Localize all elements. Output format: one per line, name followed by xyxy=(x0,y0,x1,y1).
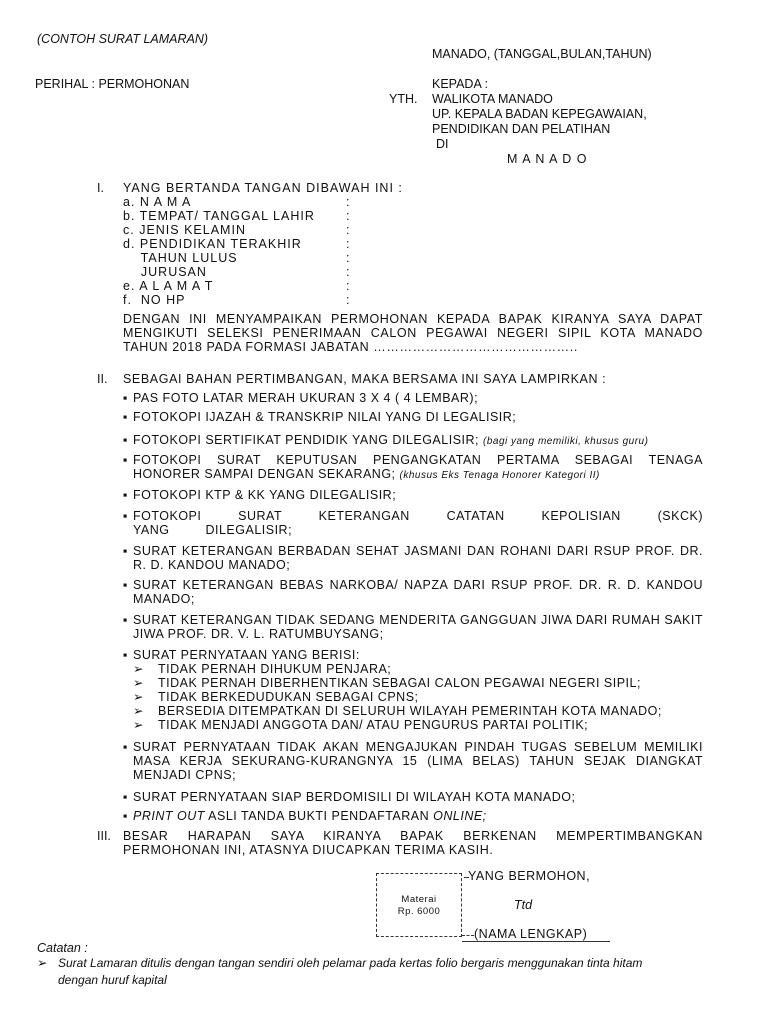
list-item-text: ASLI TANDA BUKTI PENDAFTARAN xyxy=(208,809,430,823)
field-pendidikan: d. PENDIDIKAN TERAKHIR xyxy=(123,237,302,251)
online-label: ONLINE; xyxy=(433,809,487,823)
note-honorer: (khusus Eks Tenaga Honorer Kategori II) xyxy=(399,470,600,481)
bullet-icon: ▪ xyxy=(123,544,128,558)
list-item xyxy=(123,453,703,483)
arrow-icon: ➢ xyxy=(133,676,144,690)
bullet-icon: ▪ xyxy=(123,453,128,467)
list-item xyxy=(123,544,703,572)
section-2-number: II. xyxy=(97,372,108,386)
recipient-line-2: UP. KEPALA BADAN KEPEGAWAIAN, xyxy=(432,107,647,121)
print-out-label: PRINT OUT xyxy=(133,809,205,823)
field-colon: : xyxy=(346,223,350,237)
list-item xyxy=(123,433,703,449)
recipient-line-3: PENDIDIKAN DAN PELATIHAN xyxy=(432,122,611,136)
list-item xyxy=(123,410,703,424)
notes-text-2: dengan huruf kapital xyxy=(58,973,167,987)
note-guru: (bagi yang memiliki, khusus guru) xyxy=(482,436,649,447)
field-colon: : xyxy=(346,293,350,307)
sub-list-item xyxy=(133,704,662,718)
sub-list-item xyxy=(133,718,588,732)
signature-underline xyxy=(462,941,610,942)
recipient-di: DI xyxy=(436,137,449,151)
list-item xyxy=(123,809,703,823)
list-item xyxy=(123,488,703,502)
bullet-icon: ▪ xyxy=(123,433,128,447)
field-jurusan: JURUSAN xyxy=(123,265,207,279)
sub-list-item-text: BERSEDIA DITEMPATKAN DI SELURUH WILAYAH PEMERINTAH KOTA MANADO; xyxy=(158,704,662,718)
field-colon: : xyxy=(346,195,350,209)
example-label: (CONTOH SURAT LAMARAN) xyxy=(37,32,209,46)
sub-list-item xyxy=(133,676,641,690)
list-item xyxy=(123,509,703,537)
place-date: MANADO, (TANGGAL,BULAN,TAHUN) xyxy=(432,47,652,61)
closing-text: YANG BERMOHON, xyxy=(468,869,591,883)
recipient-line-1: WALIKOTA MANADO xyxy=(432,92,553,106)
field-tahun-lulus: TAHUN LULUS xyxy=(123,251,238,265)
sub-list-item-text: TIDAK BERKEDUDUKAN SEBAGAI CPNS; xyxy=(158,690,419,704)
bullet-icon: ▪ xyxy=(123,391,128,405)
list-item-text: FOTOKOPI SERTIFIKAT PENDIDIK YANG DILEGALISIR; xyxy=(133,433,479,447)
list-item-text: SURAT PERNYATAAN TIDAK AKAN MENGAJUKAN PINDAH TUGAS SEBELUM MEMILIKI MASA KERJA SEKURANG-KURANGNYA 15 (LIMA BELAS) TAHUN SEJAK DIANGKAT MENJADI CPNS; xyxy=(133,740,703,782)
bullet-icon: ▪ xyxy=(123,488,128,502)
sub-list-item-text: TIDAK MENJADI ANGGOTA DAN/ ATAU PENGURUS PARTAI POLITIK; xyxy=(158,718,589,732)
field-alamat: e. A L A M A T xyxy=(123,279,214,293)
section-3-paragraph: BESAR HARAPAN SAYA KIRANYA BAPAK BERKENAN MEMPERTIMBANGKAN PERMOHONAN INI, ATASNYA DIUCAPKAN TERIMA KASIH. xyxy=(123,829,703,857)
bullet-icon: ▪ xyxy=(123,790,128,804)
list-item-text: PAS FOTO LATAR MERAH UKURAN 3 X 4 ( 4 LEMBAR); xyxy=(133,391,479,405)
ttd-text: Ttd xyxy=(514,898,533,912)
sub-list-item xyxy=(133,662,391,676)
section-1-number: I. xyxy=(97,181,104,195)
field-colon: : xyxy=(346,251,350,265)
list-item xyxy=(123,740,703,782)
section-1-paragraph: DENGAN INI MENYAMPAIKAN PERMOHONAN KEPADA BAPAK KIRANYA SAYA DAPAT MENGIKUTI SELEKSI PENERIMAAN CALON PEGAWAI NEGERI SIPIL KOTA MANADO TAHUN 2018 PADA FORMASI JABATAN ……………………………………….. xyxy=(123,312,703,354)
sub-list-item-text: TIDAK PERNAH DIBERHENTIKAN SEBAGAI CALON PEGAWAI NEGERI SIPIL; xyxy=(158,676,641,690)
field-colon: : xyxy=(346,237,350,251)
list-item-text: SURAT KETERANGAN BEBAS NARKOBA/ NAPZA DARI RSUP PROF. DR. R. D. KANDOU MANADO; xyxy=(133,578,703,606)
subject-line: PERIHAL : PERMOHONAN xyxy=(35,77,190,91)
list-item xyxy=(123,613,703,641)
arrow-icon: ➢ xyxy=(133,662,144,676)
list-item-text: SURAT PERNYATAAN YANG BERISI: xyxy=(133,648,360,662)
list-item-text: SURAT KETERANGAN TIDAK SEDANG MENDERITA GANGGUAN JIWA DARI RUMAH SAKIT JIWA PROF. DR. V. L. RATUMBUYSANG; xyxy=(133,613,703,641)
bullet-icon: ▪ xyxy=(123,648,128,662)
list-item-text: FOTOKOPI SURAT KETERANGAN CATATAN KEPOLISIAN (SKCK) YANG DILEGALISIR; xyxy=(133,509,703,537)
bullet-icon: ▪ xyxy=(123,410,128,424)
notes-arrow-icon: ➢ xyxy=(37,956,48,970)
signature-dash-left xyxy=(462,935,474,936)
bullet-icon: ▪ xyxy=(123,578,128,592)
stamp-box xyxy=(376,873,462,937)
field-colon: : xyxy=(346,265,350,279)
field-colon: : xyxy=(346,209,350,223)
yth-label: YTH. xyxy=(389,92,418,106)
bullet-icon: ▪ xyxy=(123,613,128,627)
arrow-icon: ➢ xyxy=(133,690,144,704)
sub-list-item xyxy=(133,690,419,704)
bullet-icon: ▪ xyxy=(123,809,128,823)
list-item-text: SURAT KETERANGAN BERBADAN SEHAT JASMANI DAN ROHANI DARI RSUP PROF. DR. R. D. KANDOU MANADO; xyxy=(133,544,703,572)
field-colon: : xyxy=(346,279,350,293)
stamp-line-2: Rp. 6000 xyxy=(397,906,441,917)
list-item-text: SURAT PERNYATAAN SIAP BERDOMISILI DI WILAYAH KOTA MANADO; xyxy=(133,790,576,804)
field-jenis-kelamin: c. JENIS KELAMIN xyxy=(123,223,246,237)
bullet-icon: ▪ xyxy=(123,740,128,754)
list-item xyxy=(123,648,703,662)
arrow-icon: ➢ xyxy=(133,718,144,732)
stamp-line-1: Materai xyxy=(401,894,437,905)
notes-label: Catatan : xyxy=(37,941,88,955)
name-text: (NAMA LENGKAP) xyxy=(474,927,588,941)
section-1-title: YANG BERTANDA TANGAN DIBAWAH INI : xyxy=(123,181,403,195)
recipient-city: M A N A D O xyxy=(507,152,588,166)
field-nama: a. N A M A xyxy=(123,195,192,209)
arrow-icon: ➢ xyxy=(133,704,144,718)
bullet-icon: ▪ xyxy=(123,509,128,523)
to-label: KEPADA : xyxy=(432,77,489,91)
section-2-title: SEBAGAI BAHAN PERTIMBANGAN, MAKA BERSAMA INI SAYA LAMPIRKAN : xyxy=(123,372,607,386)
list-item xyxy=(123,790,703,804)
list-item xyxy=(123,578,703,606)
sub-list-item-text: TIDAK PERNAH DIHUKUM PENJARA; xyxy=(158,662,392,676)
field-no-hp: f. NO HP xyxy=(123,293,186,307)
section-3-number: III. xyxy=(97,829,111,843)
list-item-text: FOTOKOPI KTP & KK YANG DILEGALISIR; xyxy=(133,488,397,502)
list-item-text: FOTOKOPI SURAT KEPUTUSAN PENGANGKATAN PERTAMA SEBAGAI TENAGA HONORER SAMPAI DENGAN SEKARANG; xyxy=(133,453,703,481)
notes-text-1: Surat Lamaran ditulis dengan tangan sendiri oleh pelamar pada kertas folio bergaris menggunakan tinta hitam xyxy=(58,956,643,970)
field-ttl: b. TEMPAT/ TANGGAL LAHIR xyxy=(123,209,315,223)
list-item-text: FOTOKOPI IJAZAH & TRANSKRIP NILAI YANG DI LEGALISIR; xyxy=(133,410,517,424)
list-item xyxy=(123,391,703,405)
